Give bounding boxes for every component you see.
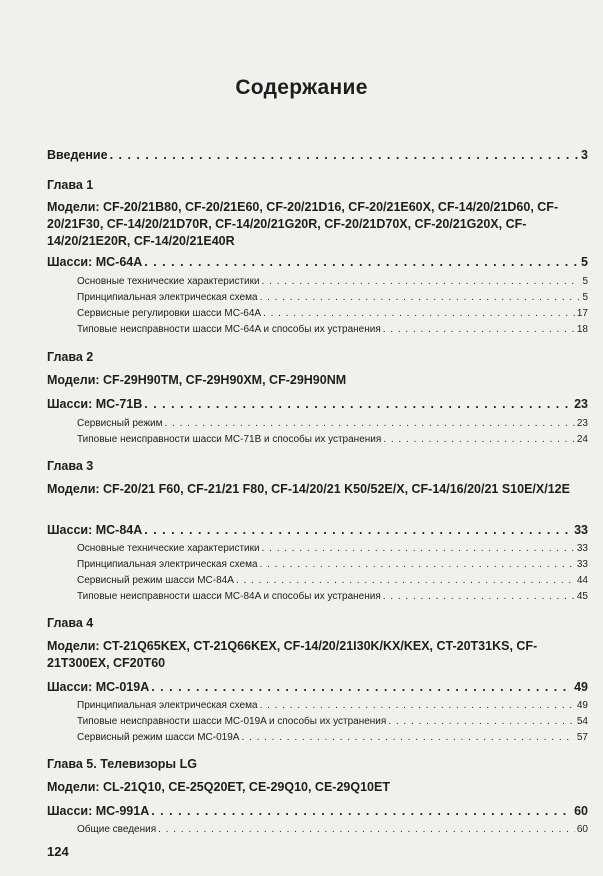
toc-subentry[interactable] <box>77 824 588 835</box>
toc-subentry[interactable] <box>77 732 588 743</box>
toc-page: 60 <box>576 824 588 835</box>
toc-label: Шасси: MC-991A <box>47 804 150 818</box>
toc-page: 60 <box>574 804 588 818</box>
toc-subentry[interactable] <box>77 559 588 570</box>
toc-label: Шасси: MC-71B <box>47 397 143 411</box>
toc-page: 33 <box>576 559 588 570</box>
toc-subentry[interactable] <box>77 324 588 335</box>
toc-page: 57 <box>576 732 588 743</box>
leader-dots <box>262 276 581 287</box>
leader-dots <box>164 418 574 429</box>
toc-label: Введение <box>47 148 108 162</box>
leader-dots <box>241 732 574 743</box>
toc-label: Основные технические характеристики <box>77 543 260 554</box>
toc-label: Типовые неисправности шасси MC-64A и способы их устранения <box>77 324 381 335</box>
toc-page: 5 <box>582 276 588 287</box>
toc-page: 23 <box>576 418 588 429</box>
leader-dots <box>110 148 579 162</box>
chapter-models-2: Модели: CF-29H90TM, CF-29H90XM, CF-29H90NM <box>47 373 347 387</box>
toc-subentry[interactable] <box>77 308 588 319</box>
leader-dots <box>263 308 575 319</box>
leader-dots <box>262 543 575 554</box>
leader-dots <box>236 575 575 586</box>
leader-dots <box>383 434 575 445</box>
toc-label: Принципиальная электрическая схема <box>77 292 258 303</box>
toc-page: 49 <box>574 680 588 694</box>
toc-label: Сервисный режим шасси MC-019A <box>77 732 240 743</box>
toc-label: Принципиальная электрическая схема <box>77 700 258 711</box>
leader-dots <box>151 680 572 694</box>
toc-page: 24 <box>576 434 588 445</box>
leader-dots <box>260 700 575 711</box>
toc-label: Сервисный режим шасси MC-84A <box>77 575 234 586</box>
toc-label: Шасси: MC-019A <box>47 680 150 694</box>
toc-page: 33 <box>574 523 588 537</box>
leader-dots <box>144 255 579 269</box>
toc-entry-chassis-4[interactable] <box>47 680 588 694</box>
page-number: 124 <box>47 844 69 859</box>
toc-page: 54 <box>576 716 588 727</box>
toc-subentry[interactable] <box>77 418 588 429</box>
toc-subentry[interactable] <box>77 716 588 727</box>
toc-entry-chassis-2[interactable] <box>47 397 588 411</box>
toc-entry-intro[interactable] <box>47 148 588 162</box>
chapter-models-5: Модели: CL-21Q10, CE-25Q20ET, CE-29Q10, CE-29Q10ET <box>47 780 390 794</box>
toc-subentry[interactable] <box>77 575 588 586</box>
toc-page: 44 <box>576 575 588 586</box>
chapter-models-3: Модели: CF-20/21 F60, CF-21/21 F80, CF-14/20/21 K50/52E/X, CF-14/16/20/21 S10E/X/12E <box>47 482 570 496</box>
leader-dots <box>144 397 572 411</box>
toc-label: Типовые неисправности шасси MC-019A и способы их устранения <box>77 716 387 727</box>
toc-entry-chassis-3[interactable] <box>47 523 588 537</box>
toc-subentry[interactable] <box>77 292 588 303</box>
leader-dots <box>388 716 575 727</box>
toc-label: Шасси: MC-64A <box>47 255 143 269</box>
toc-page: 49 <box>576 700 588 711</box>
toc-label: Сервисный режим <box>77 418 163 429</box>
toc-label: Шасси: MC-84A <box>47 523 143 537</box>
toc-page: 23 <box>574 397 588 411</box>
leader-dots <box>383 591 575 602</box>
leader-dots <box>260 559 575 570</box>
chapter-heading-4: Глава 4 <box>47 616 94 630</box>
toc-label: Основные технические характеристики <box>77 276 260 287</box>
leader-dots <box>158 824 575 835</box>
toc-subentry[interactable] <box>77 591 588 602</box>
toc-page: 3 <box>581 148 588 162</box>
chapter-models-4: Модели: CT-21Q65KEX, CT-21Q66KEX, CF-14/20/21I30K/KX/KEX, CT-20T31KS, CF-21T300EX, CF20T60 <box>47 639 538 670</box>
chapter-heading-1: Глава 1 <box>47 178 94 192</box>
toc-page: 18 <box>576 324 588 335</box>
toc-label: Типовые неисправности шасси MC-84A и способы их устранения <box>77 591 381 602</box>
toc-label: Общие сведения <box>77 824 157 835</box>
toc-entry-chassis-1[interactable] <box>47 255 588 269</box>
toc-subentry[interactable] <box>77 543 588 554</box>
chapter-heading-2: Глава 2 <box>47 350 94 364</box>
toc-entry-chassis-5[interactable] <box>47 804 588 818</box>
leader-dots <box>260 292 581 303</box>
toc-page: 5 <box>581 255 588 269</box>
leader-dots <box>383 324 575 335</box>
toc-page: 5 <box>582 292 588 303</box>
chapter-heading-3: Глава 3 <box>47 459 94 473</box>
toc-subentry[interactable] <box>77 276 588 287</box>
toc-page: 17 <box>576 308 588 319</box>
toc-label: Типовые неисправности шасси MC-71B и способы их устранения <box>77 434 382 445</box>
leader-dots <box>144 523 572 537</box>
page-title: Содержание <box>235 76 368 99</box>
toc-label: Сервисные регулировки шасси MC-64A <box>77 308 262 319</box>
toc-page: 33 <box>576 543 588 554</box>
toc-label: Принципиальная электрическая схема <box>77 559 258 570</box>
toc-page: 45 <box>576 591 588 602</box>
toc-subentry[interactable] <box>77 700 588 711</box>
toc-subentry[interactable] <box>77 434 588 445</box>
leader-dots <box>151 804 572 818</box>
chapter-models-1: Модели: CF-20/21B80, CF-20/21E60, CF-20/21D16, CF-20/21E60X, CF-14/20/21D60, CF-20/21F30, CF-14/20/21D70R, CF-14/20/21G20R, CF-20/21D70X, CF-20/21G20X, CF-14/20/21E20R, CF-14/20/21E40R <box>47 200 559 248</box>
chapter-heading-5: Глава 5. Телевизоры LG <box>47 757 197 771</box>
